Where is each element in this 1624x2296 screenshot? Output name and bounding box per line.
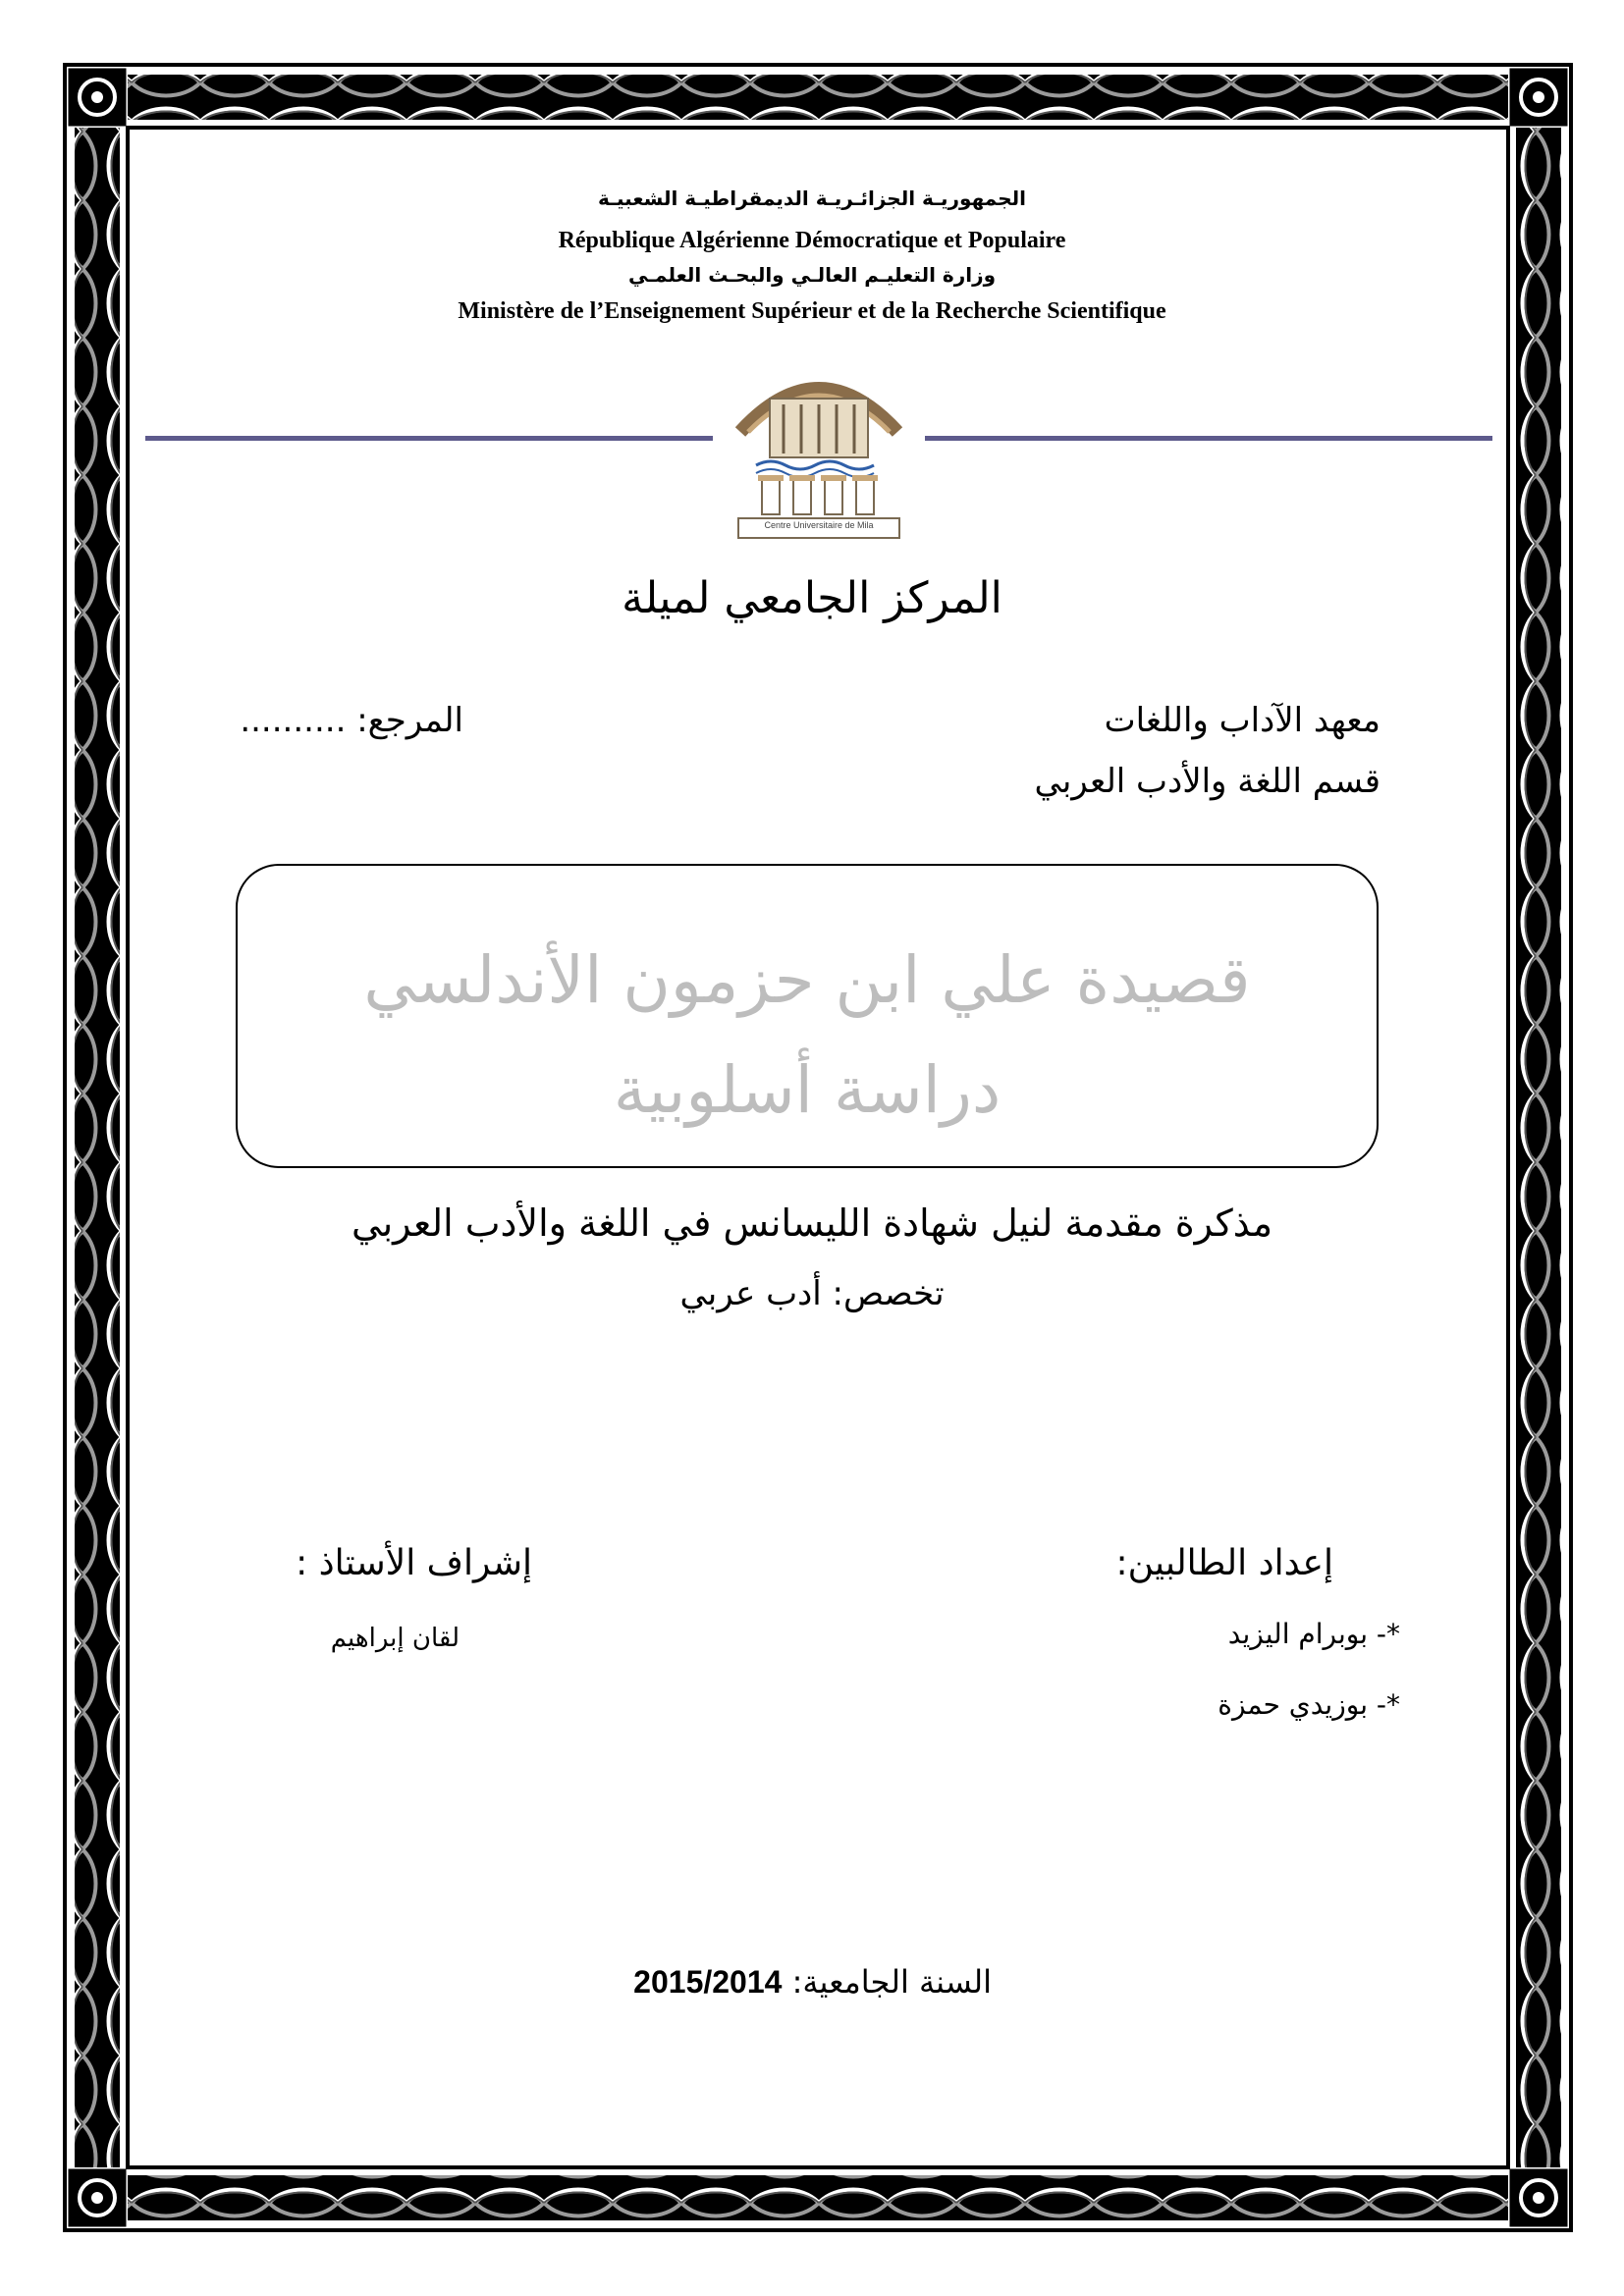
institute-name: معهد الآداب واللغات — [1104, 701, 1380, 740]
reference-field: المرجع: .......... — [240, 701, 463, 740]
ministry-arabic: وزارة التعليـم العالـي والبحـث العلمـي — [627, 263, 997, 287]
university-logo-icon — [727, 355, 911, 542]
logo-caption: Centre Universitaire de Mila — [764, 520, 874, 530]
students-label: إعداد الطالبين: — [1115, 1543, 1333, 1583]
supervisor-name: لقان إبراهيم — [330, 1624, 460, 1653]
header-rule-left — [145, 436, 713, 441]
institution-name: المركز الجامعي لميلة — [622, 573, 1002, 623]
ministry-french: Ministère de l’Enseignement Supérieur et de la Recherche Scientifique — [458, 298, 1166, 324]
student-name-1: *- بوبرام اليزيد — [1227, 1618, 1400, 1650]
degree-statement: مذكرة مقدمة لنيل شهادة الليسانس في اللغة والأدب العربي — [351, 1201, 1273, 1245]
department-name: قسم اللغة والأدب العربي — [1034, 762, 1380, 801]
thesis-title-line2: دراسة أسلوبية — [613, 1052, 1001, 1128]
academic-year-label: السنة الجامعية: — [791, 1963, 992, 2001]
republic-arabic: الجمهوريـة الجزائـريـة الديمقراطيـة الشعبيـة — [598, 187, 1026, 210]
supervisor-label: إشراف الأستاذ : — [296, 1543, 532, 1583]
student-name-2: *- بوزيدي حمزة — [1218, 1688, 1400, 1721]
academic-year-value: 2015/2014 — [633, 1964, 783, 2000]
thesis-title-line1: قصيدة علي ابن حزمون الأندلسي — [363, 942, 1251, 1018]
republic-french: République Algérienne Démocratique et Populaire — [558, 228, 1066, 253]
academic-year — [560, 1963, 992, 2001]
header-rule-right — [925, 436, 1492, 441]
specialty: تخصص: أدب عربي — [679, 1274, 945, 1313]
